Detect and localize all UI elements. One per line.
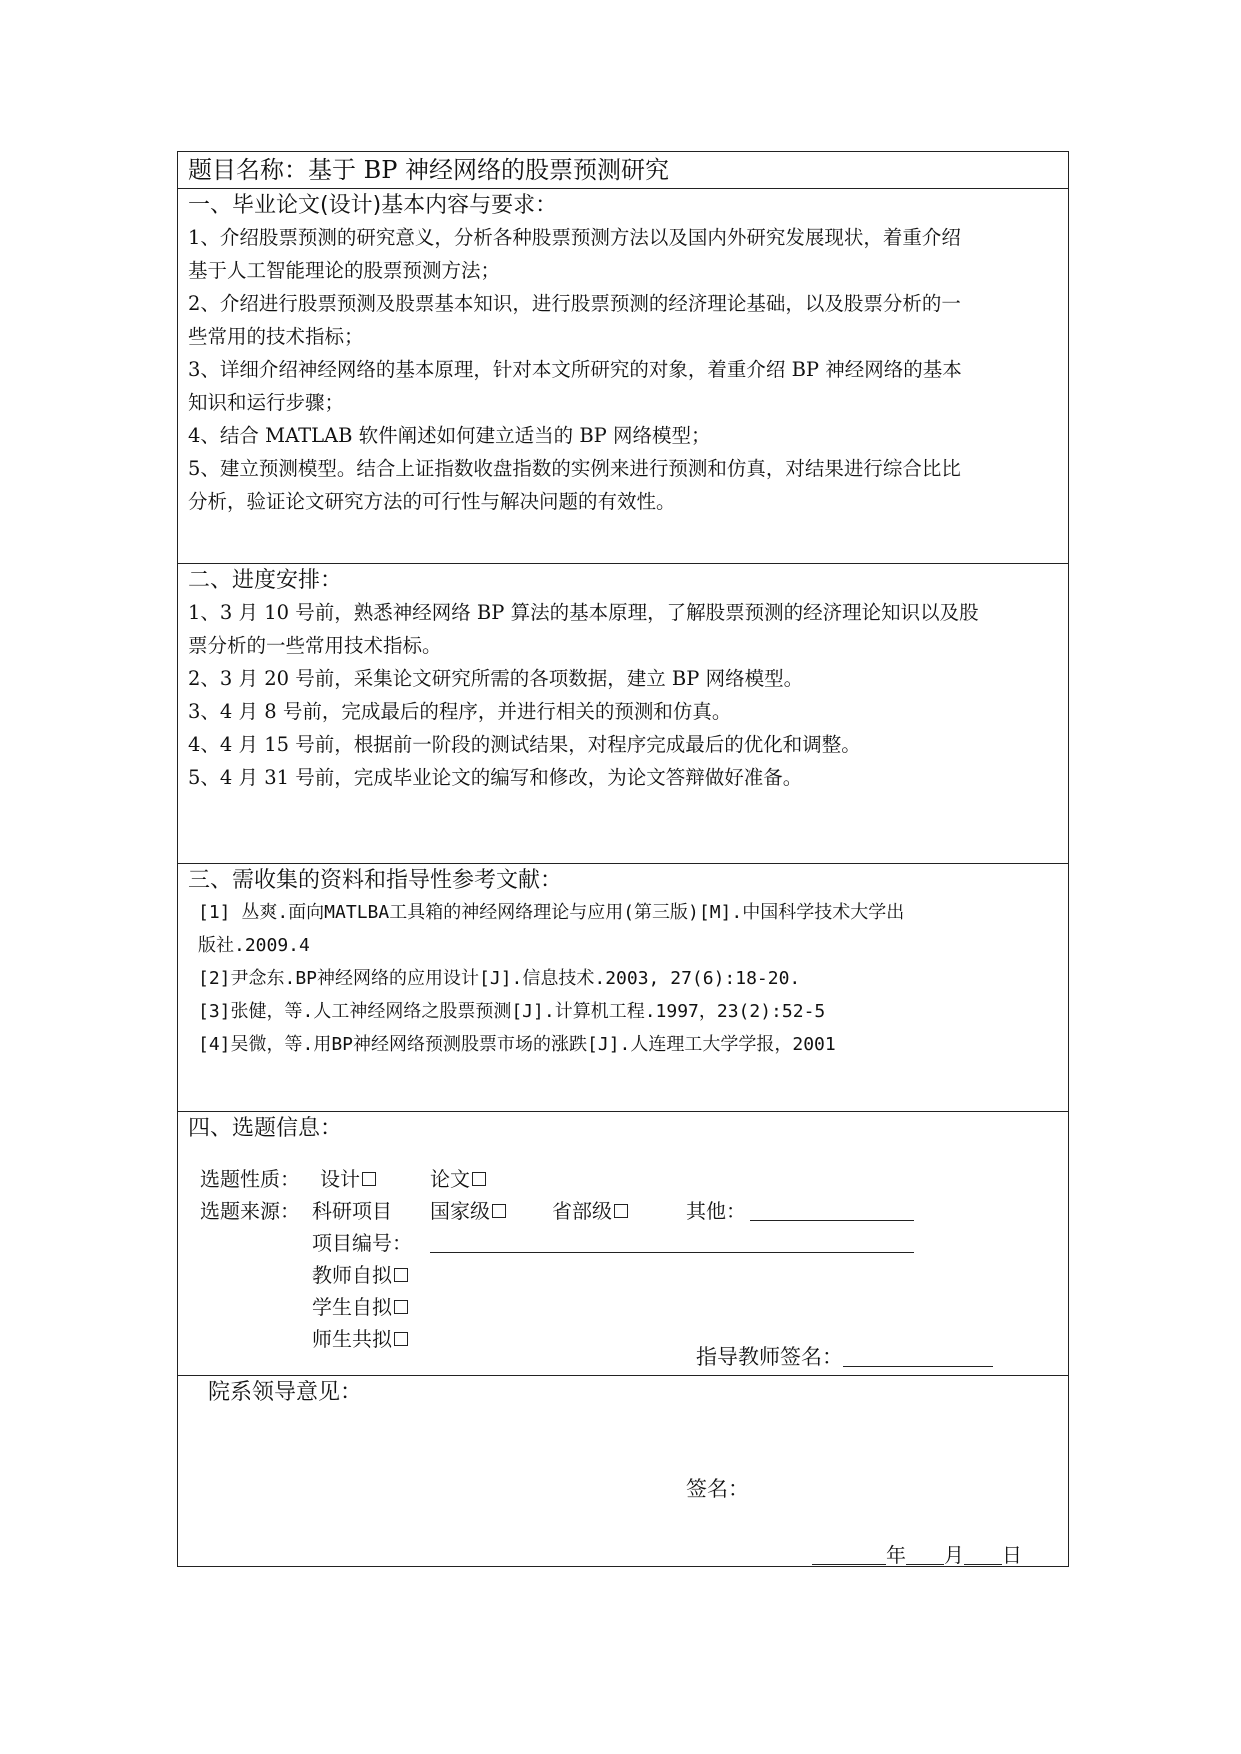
student-self-option[interactable] bbox=[312, 1294, 408, 1320]
section-department-opinion bbox=[178, 1375, 1068, 1568]
source-sci-project: 科研项目 bbox=[312, 1199, 392, 1223]
section2-line: 2、3 月 20 号前，采集论文研究所需的各项数据，建立 BP 网络模型。 bbox=[188, 667, 804, 690]
section1-line: 2、介绍进行股票预测及股票基本知识，进行股票预测的经济理论基础，以及股票分析的一 bbox=[188, 292, 961, 315]
title-row bbox=[178, 152, 1068, 188]
nature-design-option[interactable] bbox=[320, 1166, 376, 1192]
source-provincial-label: 省部级 bbox=[552, 1199, 612, 1223]
project-number-field[interactable] bbox=[430, 1230, 914, 1256]
checkbox-icon[interactable] bbox=[394, 1332, 408, 1346]
section1-line: 知识和运行步骤； bbox=[188, 391, 345, 414]
year-blank[interactable] bbox=[812, 1542, 886, 1565]
section2-line: 5、4 月 31 号前，完成毕业论文的编写和修改，为论文答辩做好准备。 bbox=[188, 766, 803, 789]
section-content-requirements bbox=[178, 188, 1068, 563]
section2-line: 票分析的一些常用技术指标。 bbox=[188, 634, 442, 657]
section1-line: 分析，验证论文研究方法的可行性与解决问题的有效性。 bbox=[188, 490, 676, 513]
title-value: 基于 BP 神经网络的股票预测研究 bbox=[308, 156, 670, 184]
checkbox-icon[interactable] bbox=[492, 1204, 506, 1218]
date-line bbox=[812, 1542, 1022, 1568]
advisor-signature bbox=[696, 1344, 993, 1370]
source-other-field[interactable] bbox=[750, 1198, 914, 1224]
reference-line: 版社.2009.4 bbox=[198, 935, 310, 956]
month-label: 月 bbox=[944, 1543, 964, 1567]
joint-label: 师生共拟 bbox=[312, 1327, 392, 1351]
section-references bbox=[178, 863, 1068, 1111]
year-label: 年 bbox=[886, 1543, 906, 1567]
nature-thesis-option[interactable] bbox=[430, 1166, 486, 1192]
section1-line: 3、详细介绍神经网络的基本原理，针对本文所研究的对象，着重介绍 BP 神经网络的基本 bbox=[188, 358, 962, 381]
section4-heading: 四、选题信息： bbox=[188, 1116, 343, 1141]
nature-thesis-label: 论文 bbox=[430, 1167, 470, 1191]
reference-line: [4]吴微，等.用BP神经网络预测股票市场的涨跌[J].人连理工大学学报，2001 bbox=[198, 1034, 836, 1055]
source-provincial-option[interactable] bbox=[552, 1198, 628, 1224]
nature-design-label: 设计 bbox=[320, 1167, 360, 1191]
section2-heading: 二、进度安排： bbox=[188, 568, 343, 593]
task-form-table bbox=[177, 151, 1069, 1567]
month-blank[interactable] bbox=[906, 1542, 944, 1565]
section-topic-info bbox=[178, 1111, 1068, 1375]
checkbox-icon[interactable] bbox=[394, 1268, 408, 1282]
checkbox-icon[interactable] bbox=[362, 1172, 376, 1186]
teacher-self-option[interactable] bbox=[312, 1262, 408, 1288]
advisor-signature-blank[interactable] bbox=[843, 1344, 993, 1367]
nature-label: 选题性质： bbox=[200, 1167, 300, 1191]
section3-heading: 三、需收集的资料和指导性参考文献： bbox=[188, 868, 563, 893]
joint-option[interactable] bbox=[312, 1326, 408, 1352]
section2-line: 4、4 月 15 号前，根据前一阶段的测试结果，对程序完成最后的优化和调整。 bbox=[188, 733, 861, 756]
day-label: 日 bbox=[1002, 1543, 1022, 1567]
section1-line: 基于人工智能理论的股票预测方法； bbox=[188, 259, 501, 282]
checkbox-icon[interactable] bbox=[394, 1300, 408, 1314]
source-other-blank[interactable] bbox=[750, 1198, 914, 1221]
source-other bbox=[686, 1198, 746, 1224]
source-other-label: 其他： bbox=[686, 1199, 746, 1223]
section1-line: 5、建立预测模型。结合上证指数收盘指数的实例来进行预测和仿真，对结果进行综合比比 bbox=[188, 457, 961, 480]
section1-line: 1、介绍股票预测的研究意义，分析各种股票预测方法以及国内外研究发展现状，着重介绍 bbox=[188, 226, 961, 249]
section-schedule bbox=[178, 563, 1068, 863]
checkbox-icon[interactable] bbox=[614, 1204, 628, 1218]
teacher-self-label: 教师自拟 bbox=[312, 1263, 392, 1287]
section1-line: 些常用的技术指标； bbox=[188, 325, 364, 348]
section2-line: 3、4 月 8 号前，完成最后的程序，并进行相关的预测和仿真。 bbox=[188, 700, 732, 723]
leader-signature-label: 签名： bbox=[686, 1477, 749, 1501]
student-self-label: 学生自拟 bbox=[312, 1295, 392, 1319]
reference-line: [3]张健，等.人工神经网络之股票预测[J].计算机工程.1997，23(2):52-5 bbox=[198, 1001, 826, 1022]
day-blank[interactable] bbox=[964, 1542, 1002, 1565]
section2-line: 1、3 月 10 号前，熟悉神经网络 BP 算法的基本原理，了解股票预测的经济理论知识以及股 bbox=[188, 601, 979, 624]
section1-line: 4、结合 MATLAB 软件阐述如何建立适当的 BP 网络模型； bbox=[188, 424, 711, 447]
source-label: 选题来源： bbox=[200, 1199, 300, 1223]
advisor-signature-label: 指导教师签名： bbox=[696, 1345, 843, 1369]
checkbox-icon[interactable] bbox=[472, 1172, 486, 1186]
title-label: 题目名称： bbox=[188, 156, 308, 184]
source-national-label: 国家级 bbox=[430, 1199, 490, 1223]
reference-line: [1] 丛爽.面向MATLBA工具箱的神经网络理论与应用(第三版)[M].中国科学技术大学出 bbox=[198, 902, 905, 923]
project-number-label: 项目编号： bbox=[312, 1231, 412, 1255]
source-national-option[interactable] bbox=[430, 1198, 506, 1224]
section5-heading: 院系领导意见： bbox=[208, 1380, 363, 1405]
section1-heading: 一、毕业论文(设计)基本内容与要求： bbox=[188, 193, 558, 218]
reference-line: [2]尹念东.BP神经网络的应用设计[J].信息技术.2003, 27(6):18-20. bbox=[198, 968, 801, 989]
project-number-blank[interactable] bbox=[430, 1230, 914, 1253]
